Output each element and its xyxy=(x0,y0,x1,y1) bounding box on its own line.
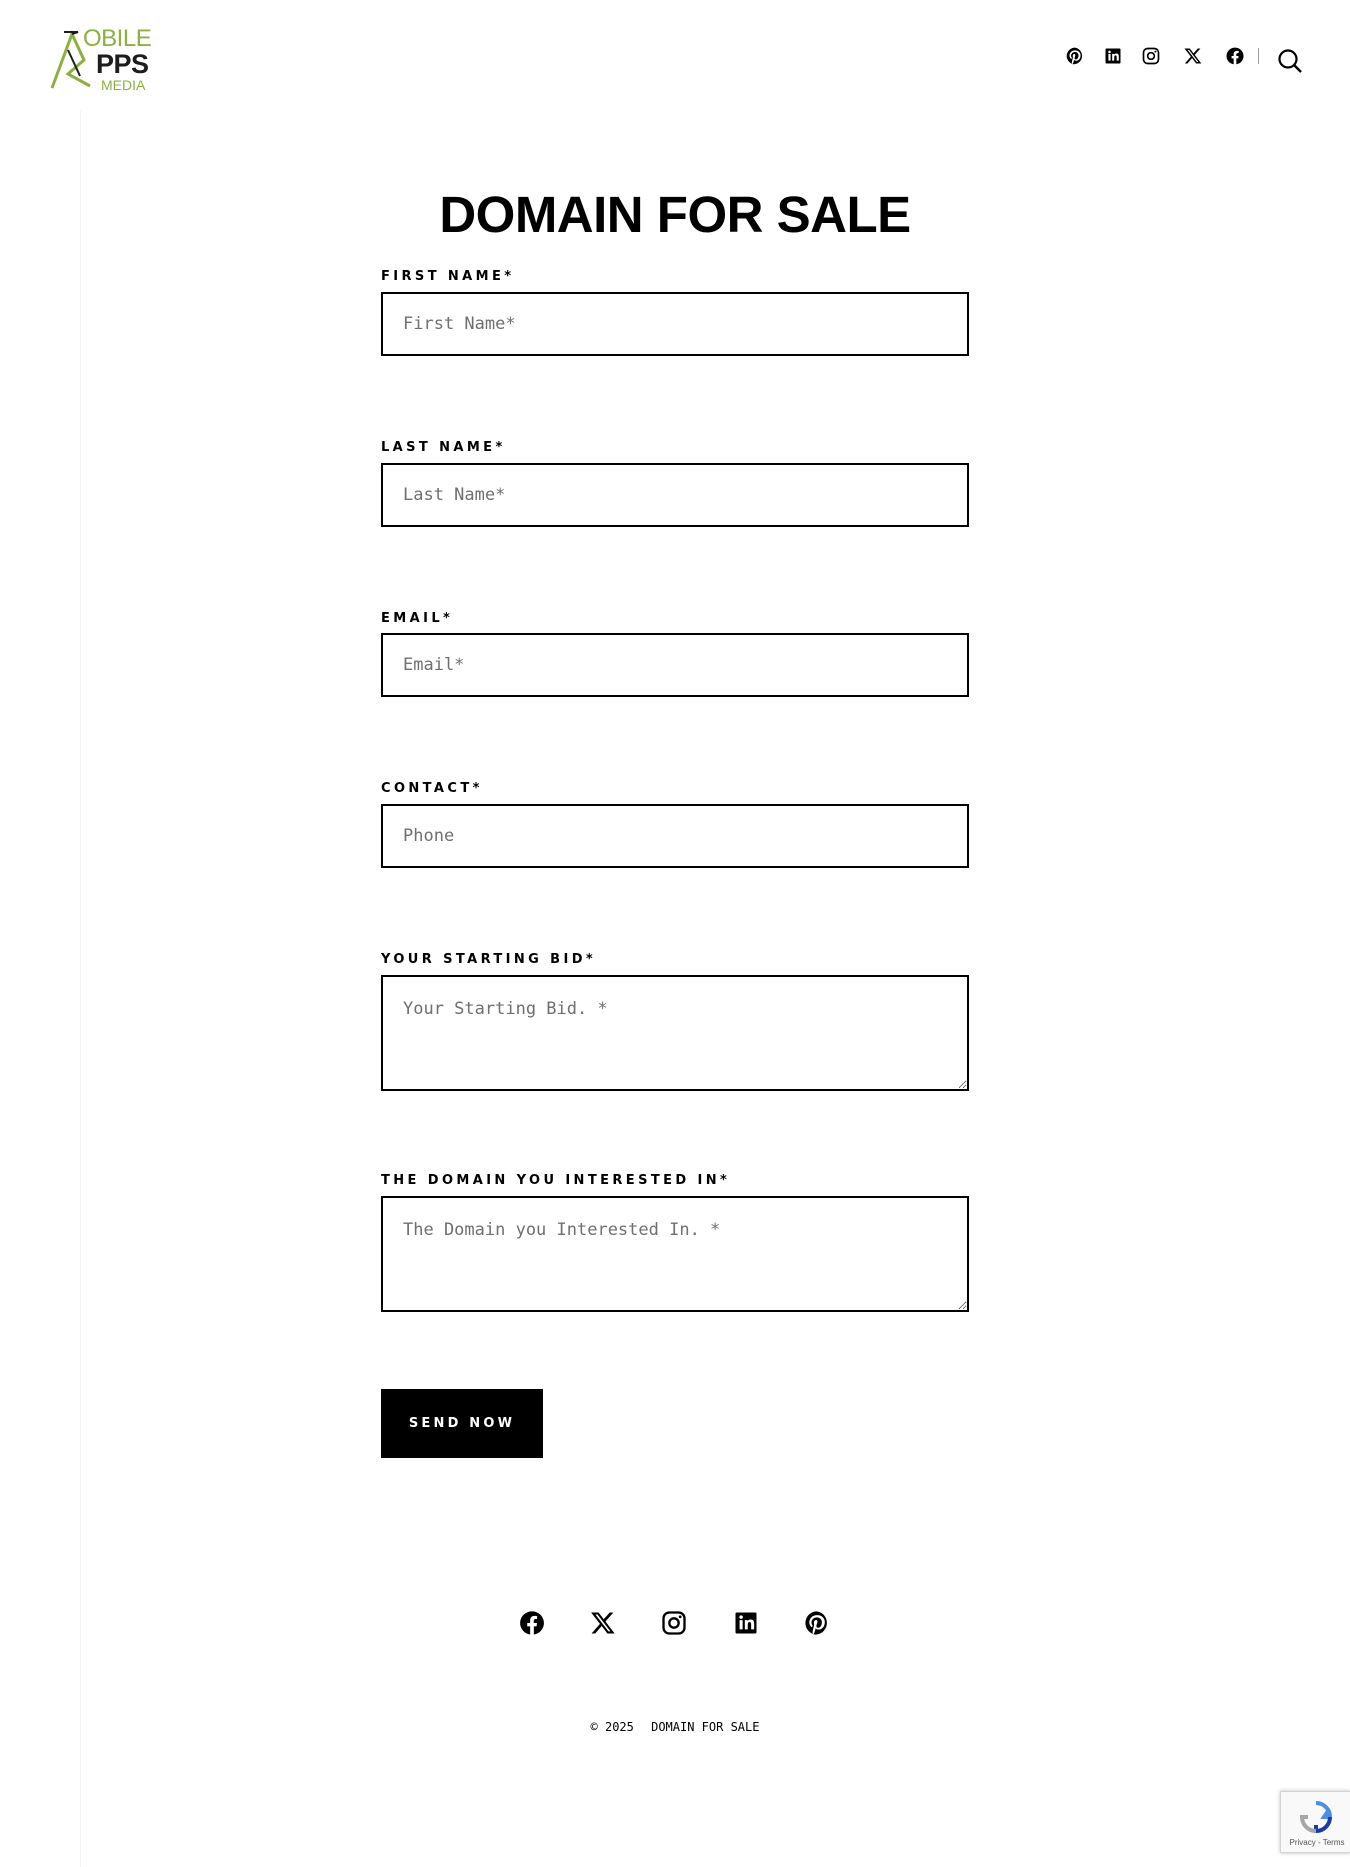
site-header xyxy=(0,0,1350,130)
recaptcha-links[interactable]: Privacy - Terms xyxy=(1289,1838,1345,1847)
domain-textarea[interactable] xyxy=(381,1196,969,1312)
email-field[interactable] xyxy=(381,633,969,697)
footer-linkedin-icon[interactable] xyxy=(731,1608,761,1638)
header-facebook-icon[interactable] xyxy=(1223,44,1247,68)
contact-label: CONTACT* xyxy=(381,781,483,796)
recaptcha-badge[interactable] xyxy=(1280,1791,1350,1853)
first-name-field[interactable] xyxy=(381,292,969,356)
footer-x-icon[interactable] xyxy=(588,1608,618,1638)
copyright-year: 2025 xyxy=(604,1720,634,1734)
domain-label: THE DOMAIN YOU INTERESTED IN* xyxy=(381,1173,731,1188)
last-name-label: LAST NAME* xyxy=(381,440,506,455)
copyright xyxy=(0,1720,1350,1734)
header-linkedin-icon[interactable] xyxy=(1101,44,1125,68)
starting-bid-textarea[interactable] xyxy=(381,975,969,1091)
logo-text-line2: PPS xyxy=(96,49,149,79)
footer-instagram-icon[interactable] xyxy=(659,1608,689,1638)
page-edge xyxy=(80,110,81,1867)
send-now-button[interactable]: SEND NOW xyxy=(381,1389,543,1458)
header-x-icon[interactable] xyxy=(1181,44,1205,68)
email-label: EMAIL* xyxy=(381,611,454,626)
logo-text-line3: MEDIA xyxy=(101,77,146,93)
footer-pinterest-icon[interactable] xyxy=(802,1608,832,1638)
copyright-symbol: © xyxy=(590,1720,598,1734)
site-logo[interactable] xyxy=(50,26,154,96)
search-icon[interactable] xyxy=(1277,48,1303,74)
footer-facebook-icon[interactable] xyxy=(517,1608,547,1638)
last-name-field[interactable] xyxy=(381,463,969,527)
starting-bid-label: YOUR STARTING BID* xyxy=(381,952,597,967)
header-pinterest-icon[interactable] xyxy=(1063,44,1087,68)
first-name-label: FIRST NAME* xyxy=(381,269,515,284)
logo-text-line1: OBILE xyxy=(83,25,152,52)
recaptcha-icon xyxy=(1298,1799,1334,1835)
header-instagram-icon[interactable] xyxy=(1139,44,1163,68)
footer-site-link[interactable]: DOMAIN FOR SALE xyxy=(651,1720,760,1734)
page-title: DOMAIN FOR SALE xyxy=(439,186,911,243)
phone-field[interactable] xyxy=(381,804,969,868)
header-divider xyxy=(1258,48,1259,64)
